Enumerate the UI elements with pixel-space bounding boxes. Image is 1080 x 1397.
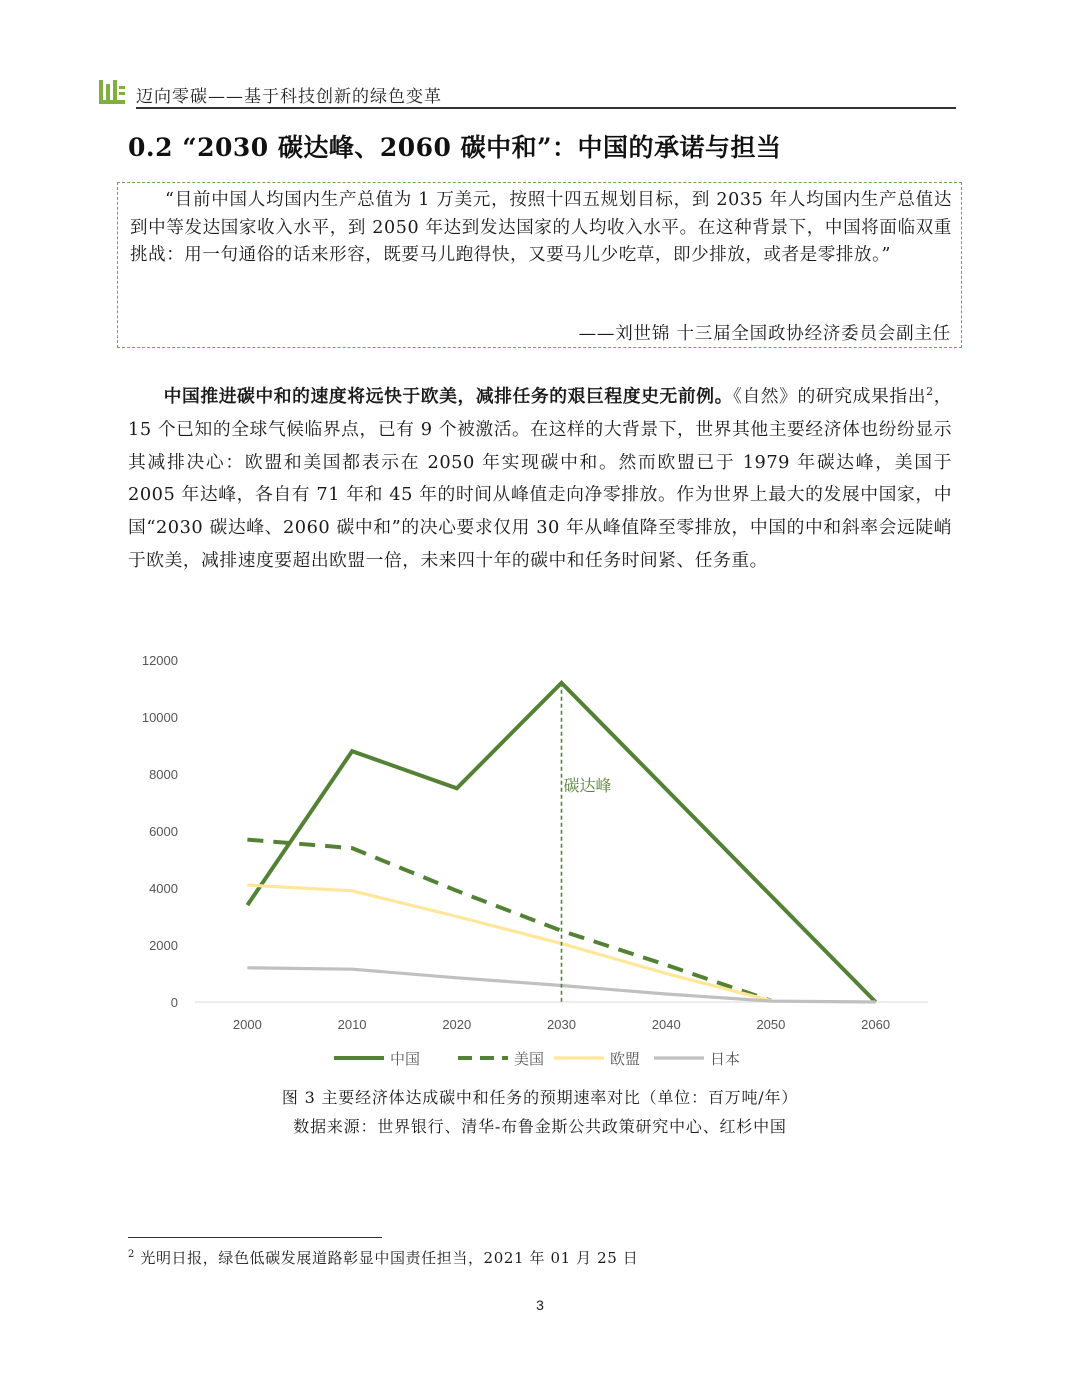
y-tick-label: 2000: [149, 938, 178, 953]
footnote-divider: [128, 1237, 382, 1238]
body-paragraph: [128, 381, 952, 578]
x-tick-label: 2050: [756, 1017, 786, 1032]
header-divider: [136, 107, 956, 109]
footnote-reference[interactable]: 2: [926, 385, 934, 399]
figure-source: 数据来源：世界银行、清华-布鲁金斯公共政策研究中心、红杉中国: [293, 1117, 787, 1136]
page-number: 3: [536, 1297, 544, 1313]
x-tick-label: 2040: [651, 1017, 681, 1032]
y-tick-label: 4000: [149, 881, 178, 896]
quote-author: ——刘世锦 十三届全国政协经济委员会副主任: [578, 324, 951, 344]
legend-label-0: 中国: [390, 1051, 421, 1068]
chart-svg: [120, 640, 960, 1080]
quote-text: “目前中国人均国内生产总值为 1 万美元，按照十四五规划目标，到 2035 年人均国内生产总值达到中等发达国家收入水平，到 2050 年达到发达国家的人均收入水平。在这种背景下，中国将面临双重挑战：用一句通俗的话来形容，既要马儿跑得快，又要马儿少吃草，即少排放，或者是零排放。”: [130, 190, 952, 265]
figure-caption: 图 3 主要经济体达成碳中和任务的预期速率对比（单位：百万吨/年）: [281, 1088, 799, 1107]
series-line-0: [247, 683, 875, 1002]
legend-label-1: 美国: [514, 1051, 545, 1068]
x-tick-label: 2020: [442, 1017, 472, 1032]
series-line-2: [247, 885, 771, 1001]
body-text-b: ，15 个已知的全球气候临界点，已有 9 个被激活。在这样的大背景下，世界其他主要经济体也纷纷显示其减排决心：欧盟和美国都表示在 2050 年实现碳中和。然而欧盟已于 1979 年碳达峰，美国于 2005 年达峰，各自有 71 年和 45 年的时间从峰值走向净零排放。作为世界上最大的发展中国家，中国“2030 碳达峰、2060 碳中和”的决心要求仅用 30 年从峰值降至零排放，中国的中和斜率会远陡峭于欧美，减排速度要超出欧盟一倍，未来四十年的碳中和任务时间紧、任务重。: [128, 386, 952, 571]
body-lead-sentence: 中国推进碳中和的速度将远快于欧美，减排任务的艰巨程度史无前例。: [163, 386, 733, 407]
legend-label-2: 欧盟: [610, 1051, 641, 1068]
page-header: [98, 76, 958, 110]
quote-box: [117, 182, 962, 348]
x-tick-label: 2010: [337, 1017, 367, 1032]
y-tick-label: 12000: [141, 653, 178, 668]
green-bars-logo-icon: [98, 78, 126, 106]
y-tick-label: 0: [170, 995, 178, 1010]
x-tick-label: 2000: [232, 1017, 262, 1032]
footnote: [128, 1247, 638, 1268]
footnote-text: 光明日报，绿色低碳发展道路彰显中国责任担当，2021 年 01 月 25 日: [140, 1249, 639, 1267]
section-title: 0.2 “2030 碳达峰、2060 碳中和”：中国的承诺与担当: [128, 133, 782, 162]
body-text-a: 《自然》的研究成果指出: [732, 386, 927, 407]
y-tick-label: 10000: [141, 710, 178, 725]
x-tick-label: 2030: [547, 1017, 576, 1032]
legend-label-3: 日本: [710, 1051, 741, 1068]
y-tick-label: 8000: [149, 767, 178, 782]
y-tick-label: 6000: [149, 824, 178, 839]
header-title: 迈向零碳——基于科技创新的绿色变革: [136, 87, 442, 107]
peak-annotation-label: 碳达峰: [563, 778, 612, 795]
footnote-mark: 2: [128, 1249, 135, 1260]
emission-chart: [120, 640, 960, 1080]
x-tick-label: 2060: [861, 1017, 891, 1032]
series-line-1: [247, 840, 771, 1001]
